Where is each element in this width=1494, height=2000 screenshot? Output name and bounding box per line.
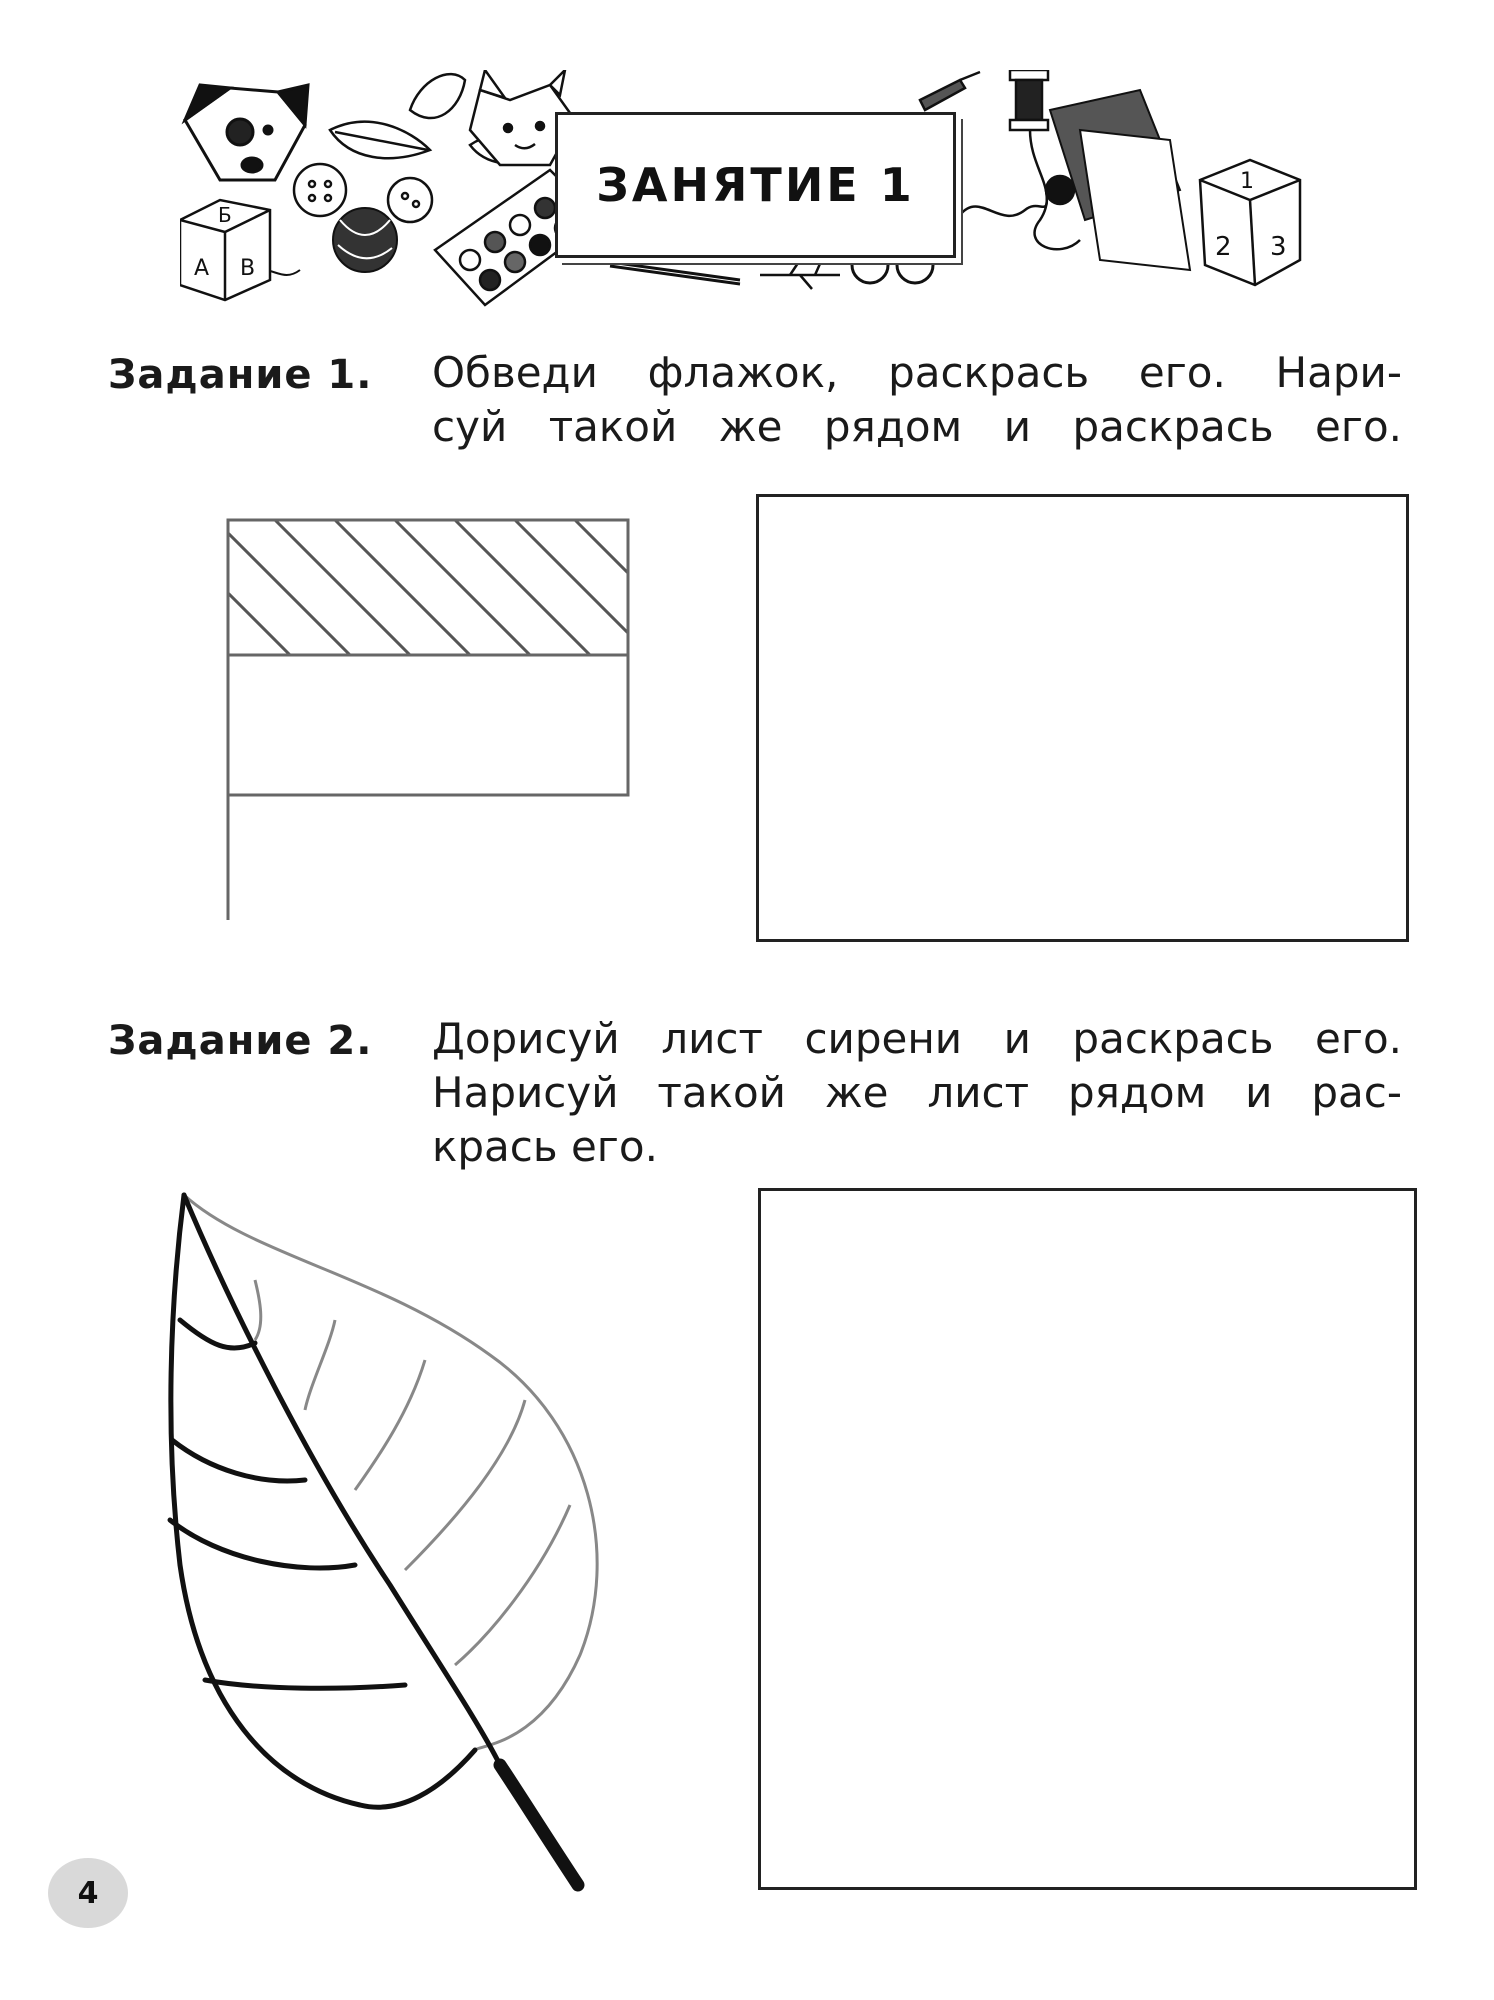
svg-text:2: 2: [1215, 232, 1232, 262]
task1-drawing-area[interactable]: [756, 494, 1409, 942]
lesson-title: ЗАНЯТИЕ 1: [596, 158, 915, 212]
task2-line: крась его.: [432, 1122, 658, 1171]
svg-text:3: 3: [1270, 232, 1287, 262]
task2-label: Задание 2.: [108, 1018, 373, 1064]
task1-text: [432, 346, 1402, 454]
task1-line: суй такой же рядом и раскрась его.: [432, 402, 1402, 451]
lesson-title-box: [555, 112, 956, 258]
svg-text:А: А: [194, 256, 210, 281]
task2-line: Дорисуй лист сирени и раскрась его.: [432, 1014, 1402, 1063]
svg-text:1: 1: [1240, 169, 1254, 194]
header-banner: [180, 70, 1320, 310]
letter-cube-icon: [180, 200, 270, 300]
lilac-leaf-drawing: [160, 1185, 630, 1895]
leaf-solid-half: [170, 1195, 578, 1885]
leaf-guide-half: [184, 1195, 597, 1750]
task2-drawing-area[interactable]: [758, 1188, 1417, 1890]
twig-icon: [760, 257, 840, 289]
sewing-button-icon: [960, 176, 1074, 216]
pencil-icon: [920, 72, 980, 110]
svg-text:В: В: [240, 256, 256, 281]
flag-drawing: [215, 510, 635, 925]
number-cube-icon: [1200, 160, 1300, 285]
task2-text: [432, 1012, 1402, 1174]
task1-label: Задание 1.: [108, 352, 373, 398]
svg-text:Б: Б: [218, 203, 232, 227]
flag-hatching: [215, 520, 635, 655]
task1-line: Обведи флажок, раскрась его. Нари-: [432, 348, 1402, 397]
task2-line: Нарисуй такой же лист рядом и рас-: [432, 1068, 1402, 1117]
flag-outline: [228, 520, 628, 795]
dog-icon: [185, 85, 308, 180]
page-number: 4: [48, 1858, 128, 1928]
